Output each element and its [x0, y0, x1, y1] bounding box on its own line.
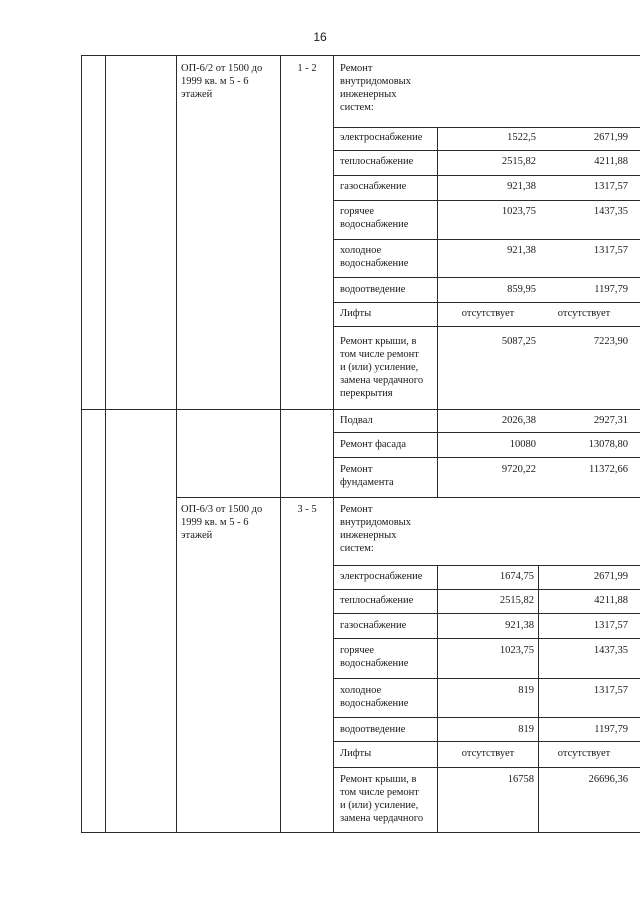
work-label: Ремонт фасада	[340, 439, 407, 450]
table-row-line	[333, 741, 640, 742]
table-row-line	[333, 767, 640, 768]
table-row-line	[333, 717, 640, 718]
cost-value-1: 921,38	[505, 620, 534, 631]
table-col-line	[538, 565, 539, 832]
work-label: электроснабжение	[340, 132, 423, 143]
work-label: газоснабжение	[340, 620, 407, 631]
cost-value-2: 2927,31	[593, 415, 628, 426]
page-number: 16	[313, 30, 327, 44]
cost-value-2: 1317,57	[593, 685, 628, 696]
cost-value-2: 13078,80	[588, 439, 628, 450]
table-row-line	[333, 678, 640, 679]
cost-value-1: 5087,25	[501, 336, 536, 347]
cost-value-1: 1674,75	[499, 571, 534, 582]
building-type: OП-6/3 от 1500 до 1999 кв. м 5 - 6 этажей	[181, 504, 263, 541]
cost-value-1: 1522,5	[507, 132, 536, 143]
work-label: Ремонт фундамента	[340, 464, 394, 488]
table-col-line	[437, 128, 438, 409]
table-col-line	[105, 55, 106, 832]
cost-value-1: 921,38	[507, 181, 536, 192]
cost-value-2: 1317,57	[593, 181, 628, 192]
cost-value-2: 1317,57	[593, 620, 628, 631]
cost-value-2: 4211,88	[594, 595, 628, 606]
work-label: Лифты	[340, 308, 372, 319]
cost-value-2: 2671,99	[593, 571, 628, 582]
table-row-line	[333, 565, 640, 566]
cost-value-2: 1437,35	[593, 645, 628, 656]
table-row-line	[176, 497, 640, 498]
table-row-line	[333, 200, 640, 201]
work-label: водоотведение	[340, 724, 406, 735]
table-row-line	[333, 613, 640, 614]
cost-value-1: 9720,22	[501, 464, 536, 475]
cost-value-2: 1197,79	[594, 284, 628, 295]
work-label: теплоснабжение	[340, 156, 414, 167]
cost-value-2: отсутствует	[557, 748, 611, 759]
cost-value-1: 1023,75	[499, 645, 534, 656]
cost-value-1: 10080	[509, 439, 536, 450]
cost-value-2: 2671,99	[593, 132, 628, 143]
table-col-line	[437, 410, 438, 497]
table-row-line	[333, 638, 640, 639]
cost-value-1: 819	[518, 685, 534, 696]
work-label: горячее водоснабжение	[340, 206, 409, 230]
table-row-line	[333, 127, 640, 128]
work-label: водоотведение	[340, 284, 406, 295]
table-row-line	[333, 150, 640, 151]
work-label: Ремонт крыши, в том числе ремонт и (или) усиление, замена чердачного	[340, 774, 424, 824]
table-col-line	[81, 55, 82, 832]
table-row-line	[333, 589, 640, 590]
cost-value-1: 921,38	[507, 245, 536, 256]
cost-value-2: 4211,88	[594, 156, 628, 167]
table-row-line	[333, 277, 640, 278]
cost-value-1: 859,95	[507, 284, 536, 295]
work-label: Ремонт внутридомовых инженерных систем:	[340, 63, 411, 113]
table-col-line	[437, 565, 438, 832]
cost-value-2: 1317,57	[593, 245, 628, 256]
cost-value-1: 2515,82	[501, 156, 536, 167]
table-row-line	[333, 239, 640, 240]
cost-value-2: 1197,79	[594, 724, 628, 735]
floor-range: 3 - 5	[297, 504, 317, 515]
cost-value-2: 11372,66	[589, 464, 628, 475]
cost-value-1: 2515,82	[499, 595, 534, 606]
table-row-line	[333, 326, 640, 327]
work-label: холодное водоснабжение	[340, 245, 409, 269]
table-top-border	[81, 55, 640, 56]
work-label: Ремонт внутридомовых инженерных систем:	[340, 504, 411, 554]
cost-value-1: 1023,75	[501, 206, 536, 217]
work-label: Ремонт крыши, в том числе ремонт и (или) усиление, замена чердачного перекрытия	[340, 336, 424, 399]
table-row-line	[333, 457, 640, 458]
table-bottom-border	[81, 832, 640, 833]
table-col-line	[280, 55, 281, 832]
building-type: OП-6/2 от 1500 до 1999 кв. м 5 - 6 этажей	[181, 63, 263, 100]
cost-value-1: отсутствует	[461, 748, 515, 759]
cost-value-1: 2026,38	[501, 415, 536, 426]
cost-value-2: отсутствует	[557, 308, 611, 319]
work-label: холодное водоснабжение	[340, 685, 409, 709]
table-row-line	[333, 432, 640, 433]
cost-value-2: 7223,90	[593, 336, 628, 347]
work-label: Лифты	[340, 748, 372, 759]
table-col-line	[176, 55, 177, 832]
work-label: горячее водоснабжение	[340, 645, 409, 669]
cost-value-2: 26696,36	[588, 774, 628, 785]
work-label: Подвал	[340, 415, 373, 426]
work-label: газоснабжение	[340, 181, 407, 192]
table-row-line	[81, 409, 640, 410]
cost-value-1: 16758	[507, 774, 534, 785]
floor-range: 1 - 2	[297, 63, 317, 74]
table-col-line	[333, 55, 334, 832]
work-label: электроснабжение	[340, 571, 423, 582]
cost-value-2: 1437,35	[593, 206, 628, 217]
work-label: теплоснабжение	[340, 595, 414, 606]
cost-value-1: 819	[518, 724, 534, 735]
cost-value-1: отсутствует	[461, 308, 515, 319]
table-row-line	[333, 302, 640, 303]
table-row-line	[333, 175, 640, 176]
